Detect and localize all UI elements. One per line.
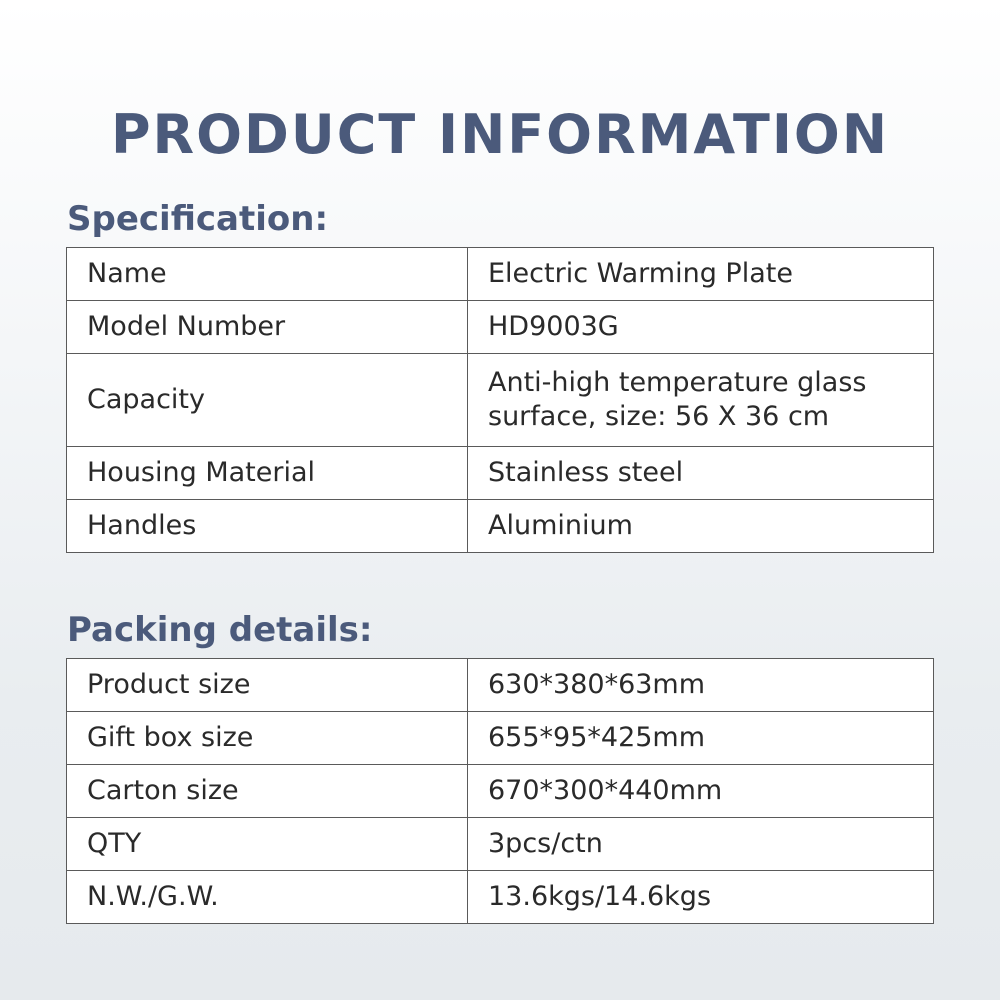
spec-label-model-number: Model Number <box>67 301 468 354</box>
table-row <box>67 659 934 712</box>
spec-label-handles: Handles <box>67 500 468 553</box>
spec-label-housing-material: Housing Material <box>67 447 468 500</box>
table-row <box>67 301 934 354</box>
pack-label-weight: N.W./G.W. <box>67 871 468 924</box>
pack-label-carton-size: Carton size <box>67 765 468 818</box>
pack-value-qty: 3pcs/ctn <box>468 818 934 871</box>
spec-value-name: Electric Warming Plate <box>468 248 934 301</box>
table-row <box>67 871 934 924</box>
page-title: PRODUCT INFORMATION <box>110 103 890 166</box>
table-row <box>67 447 934 500</box>
table-row <box>67 765 934 818</box>
table-row <box>67 248 934 301</box>
pack-value-carton-size: 670*300*440mm <box>468 765 934 818</box>
packing-details-table <box>66 658 934 924</box>
pack-label-product-size: Product size <box>67 659 468 712</box>
spec-label-capacity: Capacity <box>67 354 468 447</box>
table-row <box>67 818 934 871</box>
spec-label-name: Name <box>67 248 468 301</box>
packing-details-heading: Packing details: <box>67 610 373 650</box>
pack-label-gift-box-size: Gift box size <box>67 712 468 765</box>
table-row <box>67 354 934 447</box>
specification-table <box>66 247 934 553</box>
spec-value-housing-material: Stainless steel <box>468 447 934 500</box>
pack-value-gift-box-size: 655*95*425mm <box>468 712 934 765</box>
specification-heading: Specification: <box>67 199 329 239</box>
pack-value-weight: 13.6kgs/14.6kgs <box>468 871 934 924</box>
pack-label-qty: QTY <box>67 818 468 871</box>
table-row <box>67 712 934 765</box>
spec-value-handles: Aluminium <box>468 500 934 553</box>
spec-value-model-number: HD9003G <box>468 301 934 354</box>
table-row <box>67 500 934 553</box>
spec-value-capacity: Anti-high temperature glass surface, size: 56 X 36 cm <box>468 354 934 447</box>
pack-value-product-size: 630*380*63mm <box>468 659 934 712</box>
